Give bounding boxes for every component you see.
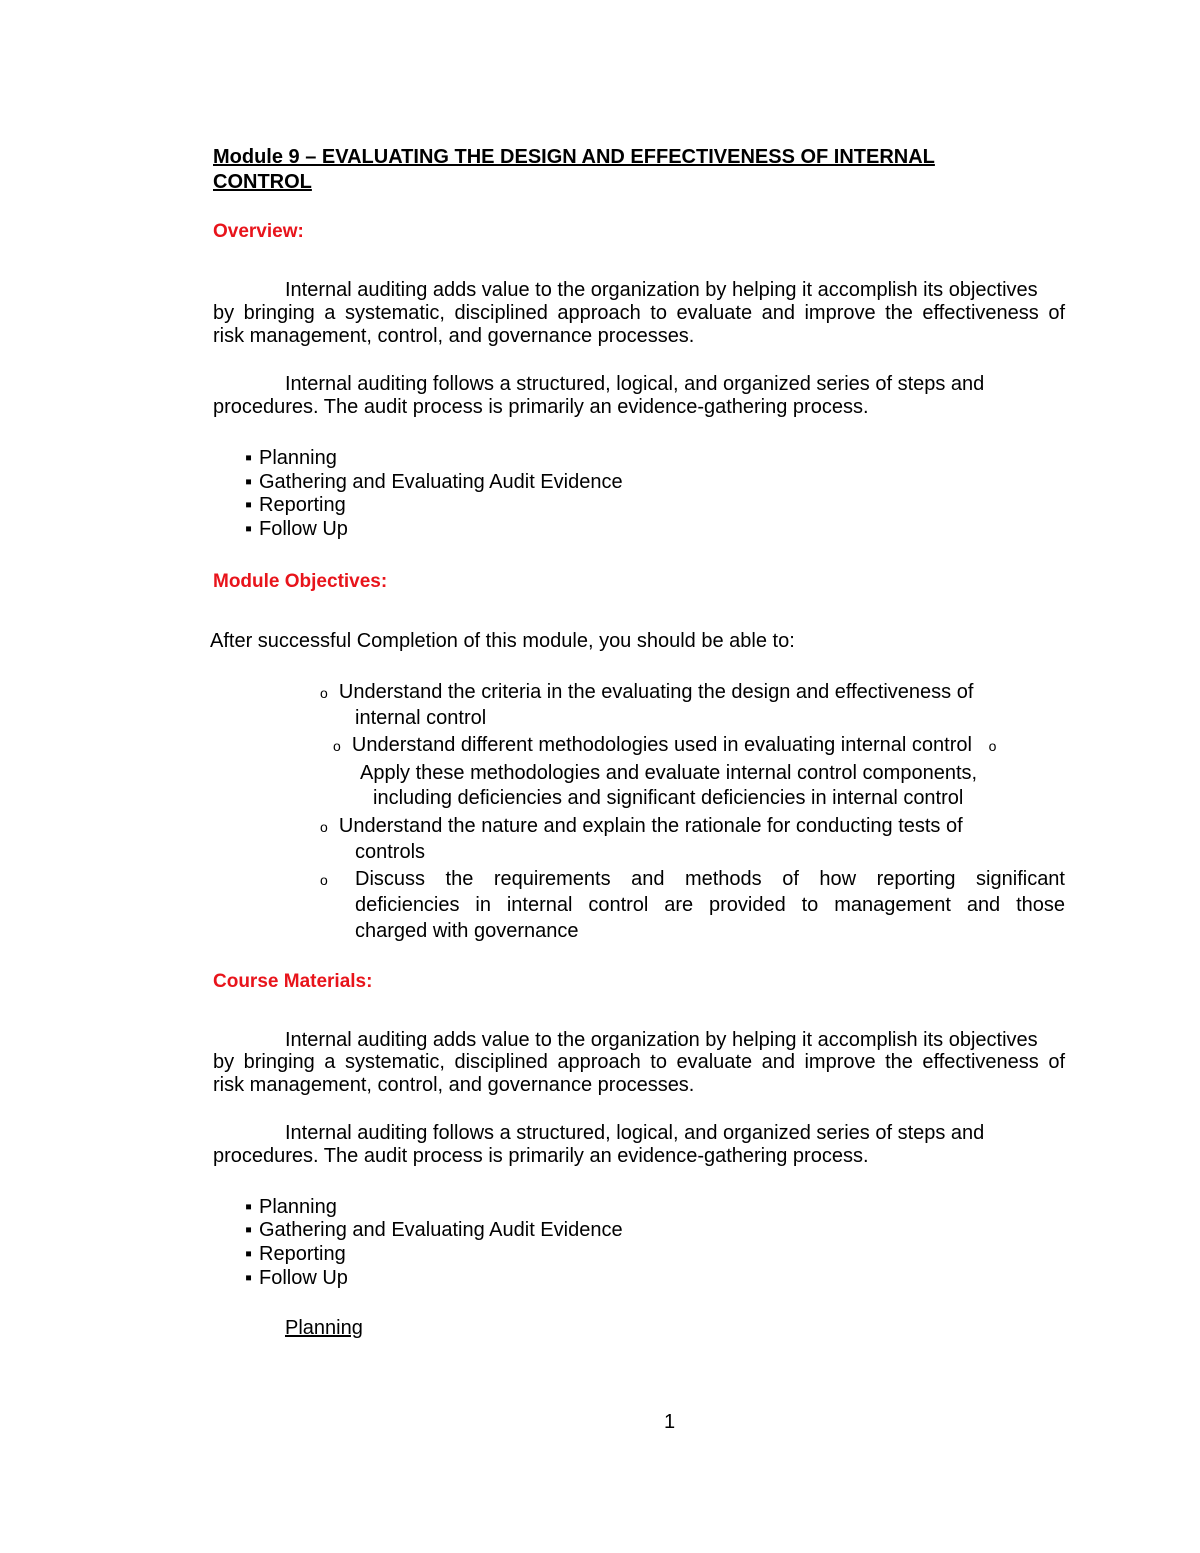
circle-bullet-icon: o [988, 738, 997, 754]
materials-para2-line2: procedures. The audit process is primarily an evidence-gathering process. [213, 1145, 869, 1167]
list-item: ▪ Reporting [245, 1243, 346, 1265]
planning-subheading: Planning [285, 1317, 363, 1339]
materials-para1-line3: risk management, control, and governance processes. [213, 1074, 695, 1096]
objective-item-5-marker [320, 867, 328, 892]
objective-item-5-cont: charged with governance [355, 920, 579, 942]
objective-item-1: o Understand the criteria in the evaluating the design and effectiveness of [320, 681, 974, 703]
bullet-icon: ▪ [245, 1243, 253, 1265]
list-item: ▪ Gathering and Evaluating Audit Evidence [245, 471, 623, 493]
materials-para1-line1: Internal auditing adds value to the organization by helping it accomplish its objectives [285, 1029, 1038, 1051]
overview-para1-line2: by bringing a systematic, disciplined approach to evaluate and improve the effectiveness of [213, 302, 1065, 324]
page-title-line-2: CONTROL [213, 171, 312, 193]
page-number: 1 [664, 1411, 676, 1433]
page-title-line-1: Module 9 – EVALUATING THE DESIGN AND EFFECTIVENESS OF INTERNAL [213, 146, 935, 168]
list-item: ▪ Follow Up [245, 518, 348, 540]
list-item: ▪ Planning [245, 447, 337, 469]
objective-item-2: o Understand different methodologies used in evaluating internal control o [333, 734, 997, 756]
objectives-intro: After successful Completion of this module, you should be able to: [210, 630, 795, 652]
objective-item-1-cont: internal control [355, 707, 487, 729]
objectives-heading: Module Objectives: [213, 571, 388, 592]
overview-para2-line1: Internal auditing follows a structured, logical, and organized series of steps and [285, 373, 985, 395]
bullet-icon: ▪ [245, 1267, 253, 1289]
objective-item-3-cont: including deficiencies and significant deficiencies in internal control [373, 787, 964, 809]
overview-heading: Overview: [213, 221, 304, 242]
circle-bullet-icon: o [320, 872, 328, 888]
bullet-icon: ▪ [245, 447, 253, 469]
bullet-icon: ▪ [245, 494, 253, 516]
overview-para1-line3: risk management, control, and governance processes. [213, 325, 695, 347]
circle-bullet-icon: o [320, 819, 328, 835]
circle-bullet-icon: o [320, 685, 328, 701]
materials-para2-line1: Internal auditing follows a structured, logical, and organized series of steps and [285, 1122, 985, 1144]
materials-para1-line2: by bringing a systematic, disciplined approach to evaluate and improve the effectiveness of [213, 1051, 1065, 1073]
bullet-icon: ▪ [245, 1219, 253, 1241]
circle-bullet-icon: o [333, 738, 341, 754]
list-item: ▪ Reporting [245, 494, 346, 516]
objective-item-4: o Understand the nature and explain the rationale for conducting tests of [320, 815, 963, 837]
bullet-icon: ▪ [245, 1196, 253, 1218]
bullet-icon: ▪ [245, 518, 253, 540]
objective-item-5: Discuss the requirements and methods of how reporting significant [355, 868, 1065, 890]
overview-para1-line1: Internal auditing adds value to the organization by helping it accomplish its objectives [285, 279, 1038, 301]
objective-item-5-cont: deficiencies in internal control are provided to management and those [355, 894, 1065, 916]
list-item: ▪ Follow Up [245, 1267, 348, 1289]
list-item: ▪ Planning [245, 1196, 337, 1218]
overview-para2-line2: procedures. The audit process is primarily an evidence-gathering process. [213, 396, 869, 418]
objective-item-3: Apply these methodologies and evaluate internal control components, [360, 762, 978, 784]
bullet-icon: ▪ [245, 471, 253, 493]
objective-item-4-cont: controls [355, 841, 426, 863]
materials-heading: Course Materials: [213, 971, 373, 992]
list-item: ▪ Gathering and Evaluating Audit Evidence [245, 1219, 623, 1241]
